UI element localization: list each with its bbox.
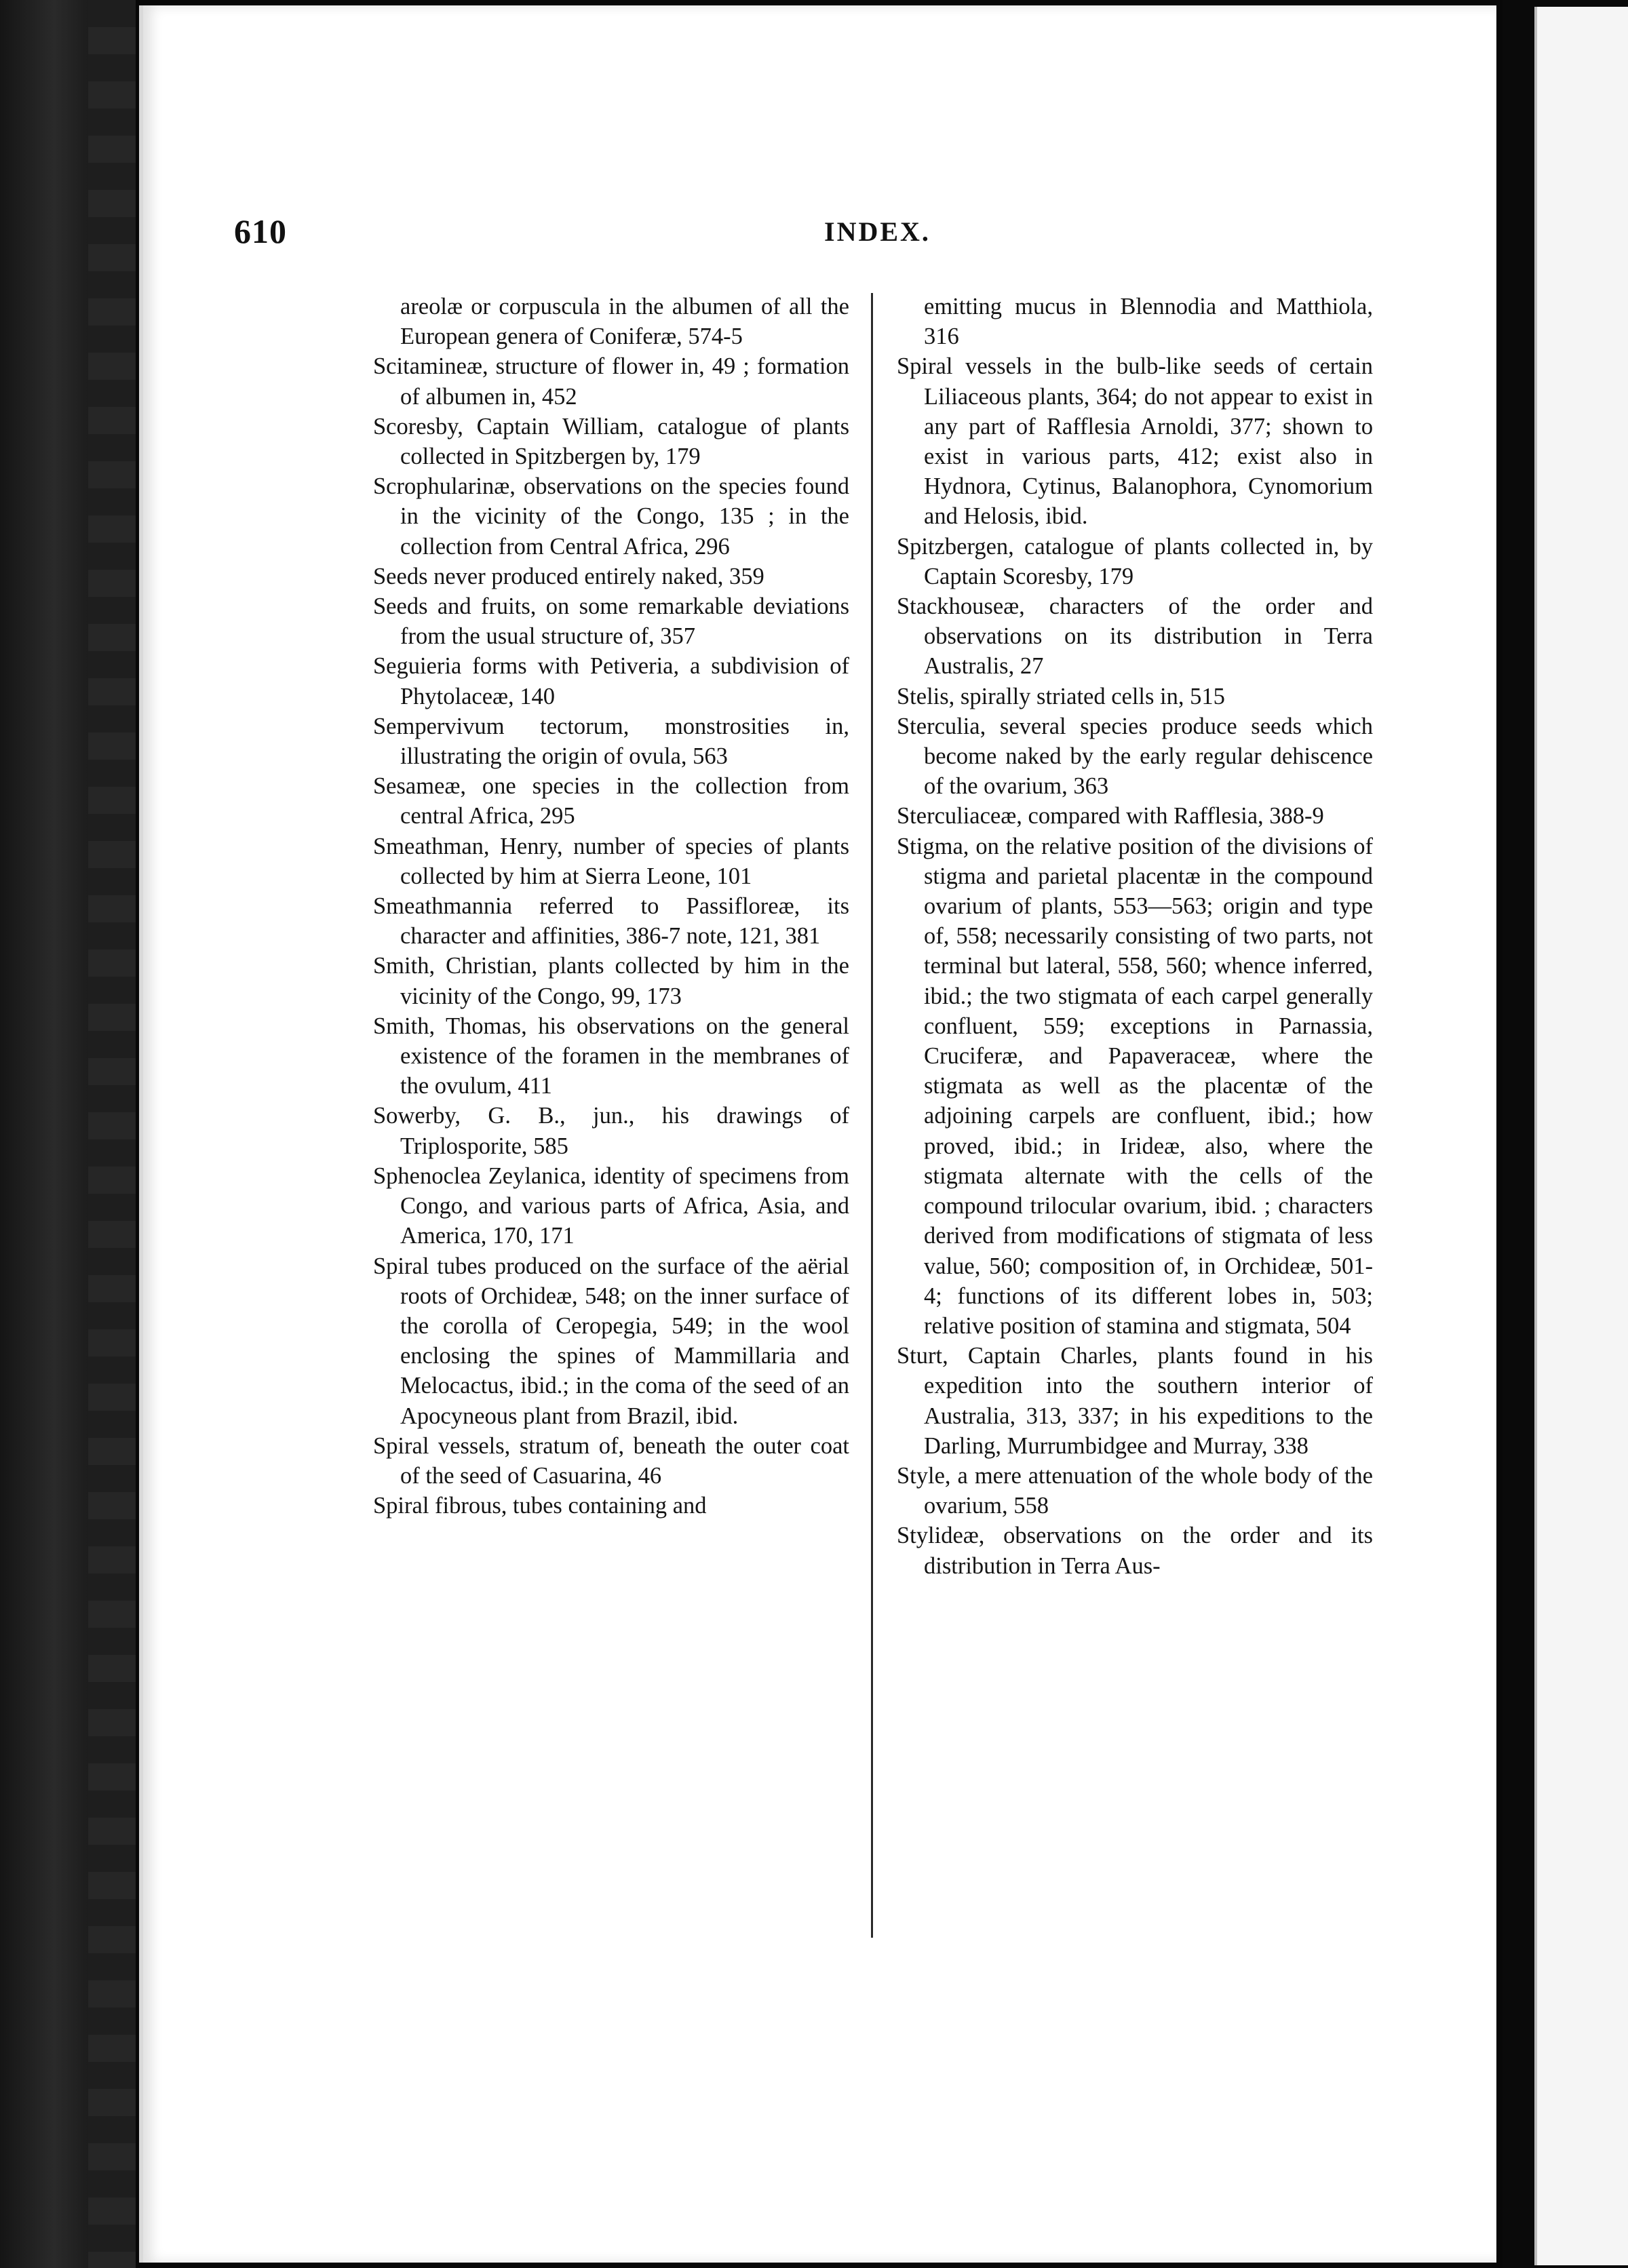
index-entry: Scitamineæ, structure of flower in, 49 ; formation of albumen in, 452 [373, 353, 849, 410]
index-entry: Smith, Christian, plants collected by him in the vicinity of the Congo, 99, 173 [373, 953, 849, 1009]
index-entry: Spiral fibrous, tubes containing and [373, 1493, 707, 1519]
index-entry: Smeathman, Henry, number of species of plants collected by him at Sierra Leone, 101 [373, 833, 849, 889]
index-entry: Stigma, on the relative position of the divisions of stigma and parietal placentæ in the compound ovarium of plants, 553—563; origin and type of, 558; necessarily consisting of two parts, not terminal but lateral, 558, 560; whence inferred, ibid.; the two stigmata of each carpel generally confluent, 559; exceptions in Parnassia, Cruciferæ, and Papaveraceæ, where the stigmata as well as the placentæ of the adjoining carpels are confluent, ibid.; how proved, ibid.; in Irideæ, also, where the stigmata alternate with the cells of the compound trilocular ovarium, ibid. ; characters derived from modifications of stigmata of less value, 560; composition of, in Orchideæ, 501-4; functions of its different lobes in, 503; relative position of stamina and stigmata, 504 [897, 833, 1373, 1339]
index-entry: Smith, Thomas, his observations on the general existence of the foramen in the membranes of the ovulum, 411 [373, 1013, 849, 1099]
index-entry: emitting mucus in Blennodia and Matthiola, 316 [924, 294, 1373, 350]
column-divider [871, 293, 873, 1938]
index-entry: Spiral vessels, stratum of, beneath the outer coat of the seed of Casuarina, 46 [373, 1432, 849, 1489]
running-head: INDEX. [824, 216, 931, 247]
index-entry: Seeds and fruits, on some remarkable deviations from the usual structure of, 357 [373, 593, 849, 650]
index-entry: areolæ or corpuscula in the albumen of all the European genera of Coniferæ, 574-5 [400, 294, 849, 350]
index-entry: Stelis, spirally striated cells in, 515 [897, 683, 1225, 709]
index-entry: Sempervivum tectorum, monstrosities in, illustrating the origin of ovula, 563 [373, 713, 849, 770]
page-stack-edge [88, 0, 136, 2268]
index-entry: Spiral tubes produced on the surface of the aërial roots of Orchideæ, 548; on the inner surface of the corolla of Ceropegia, 549; in the wool enclosing the spines of Mammillaria and Melocactus, ibid.; in the coma of the seed of an Apocyneous plant from Brazil, ibid. [373, 1253, 849, 1429]
index-entry: Sterculia, several species produce seeds which become naked by the early regular dehiscence of the ovarium, 363 [897, 713, 1373, 800]
index-column-right [897, 292, 1373, 1581]
index-entry: Spiral vessels in the bulb-like seeds of certain Liliaceous plants, 364; do not appear to exist in any part of Rafflesia Arnoldi, 377; shown to exist in various parts, 412; exist also in Hydnora, Cytinus, Balanophora, Cynomorium and Helosis, ibid. [897, 353, 1373, 530]
index-entry: Style, a mere attenuation of the whole body of the ovarium, 558 [897, 1462, 1373, 1519]
index-entry: Sturt, Captain Charles, plants found in his expedition into the southern interior of Australia, 313, 337; in his expeditions to the Darling, Murrumbidgee and Murray, 338 [897, 1343, 1373, 1459]
index-entry: Seguieria forms with Petiveria, a subdivision of Phytolaceæ, 140 [373, 653, 849, 709]
page-header [234, 212, 1374, 259]
page-number: 610 [234, 212, 287, 250]
index-entry: Stylideæ, observations on the order and its distribution in Terra Aus- [897, 1523, 1373, 1579]
index-entry: Scoresby, Captain William, catalogue of plants collected in Spitzbergen by, 179 [373, 413, 849, 470]
index-entry: Smeathmannia referred to Passifloreæ, its character and affinities, 386-7 note, 121, 381 [373, 893, 849, 950]
index-entry: Sterculiaceæ, compared with Rafflesia, 388-9 [897, 803, 1324, 829]
index-entry: Spitzbergen, catalogue of plants collected in, by Captain Scoresby, 179 [897, 533, 1373, 589]
facing-page-edge [1534, 7, 1628, 2265]
index-entry: Sesameæ, one species in the collection from central Africa, 295 [373, 773, 849, 829]
index-entry: Stackhouseæ, characters of the order and observations on its distribution in Terra Australis, 27 [897, 593, 1373, 680]
index-entry: Scrophularinæ, observations on the species found in the vicinity of the Congo, 135 ; in the collection from Central Africa, 296 [373, 473, 849, 560]
index-column-left [373, 292, 849, 1521]
index-entry: Sphenoclea Zeylanica, identity of specimens from Congo, and various parts of Africa, Asia, and America, 170, 171 [373, 1162, 849, 1249]
index-entry: Seeds never produced entirely naked, 359 [373, 563, 764, 589]
index-entry: Sowerby, G. B., jun., his drawings of Triplosporite, 585 [373, 1103, 849, 1159]
